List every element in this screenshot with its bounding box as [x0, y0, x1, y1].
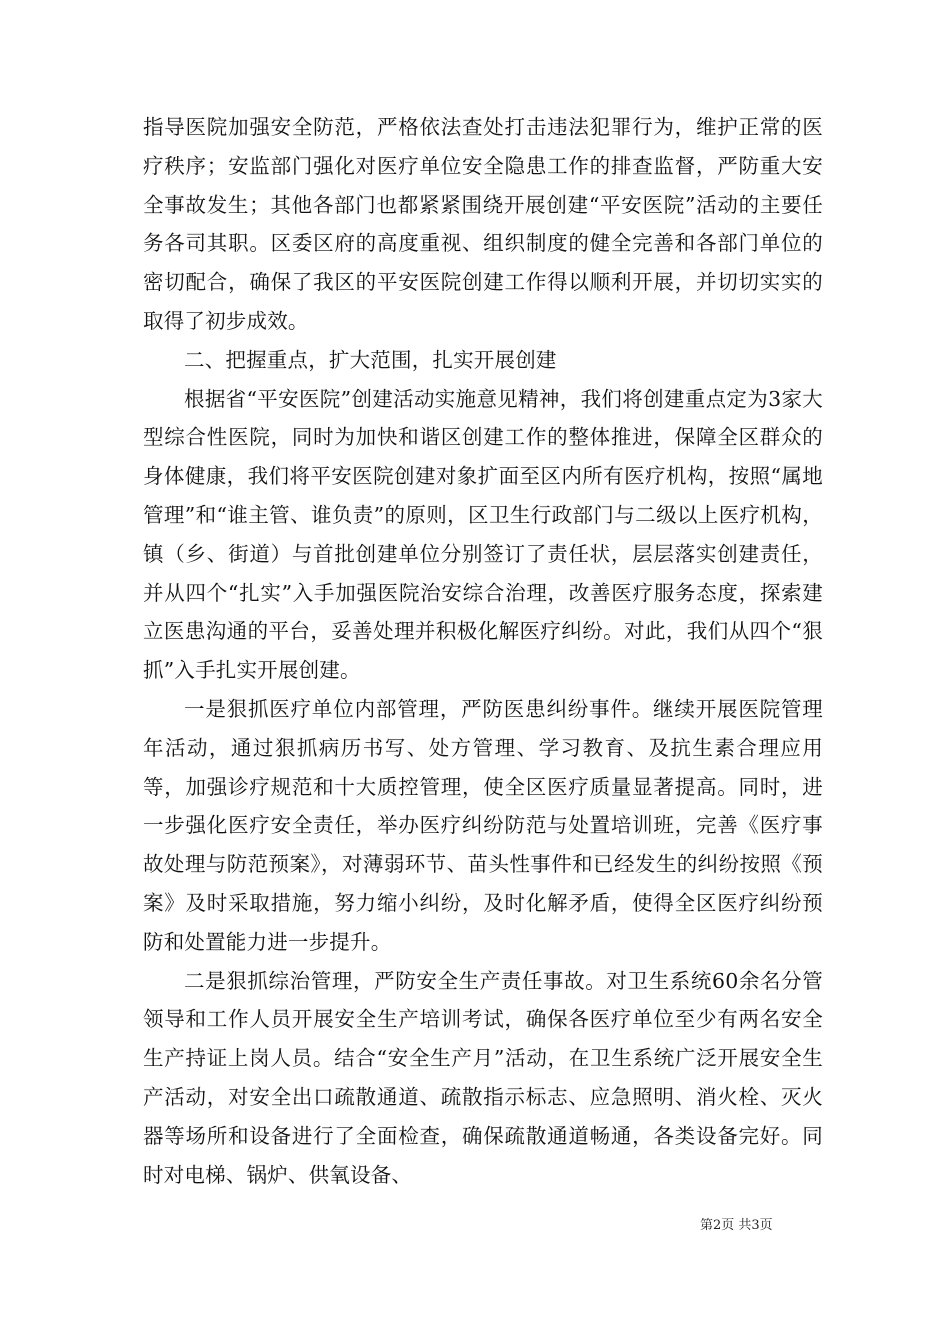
paragraph-continuation: 指导医院加强安全防范，严格依法查处打击违法犯罪行为，维护正常的医疗秩序；安监部门强化对医疗单位安全隐患工作的排查监督，严防重大安全事故发生；其他各部门也都紧紧围绕开展创建“平安医院”活动的主要任务各司其职。区委区府的高度重视、组织制度的健全完善和各部门单位的密切配合，确保了我区的平安医院创建工作得以顺利开展，并切切实实的取得了初步成效。 — [143, 115, 823, 333]
page-number: 第2页 共3页 — [700, 1218, 773, 1233]
paragraph-scope: 根据省“平安医院”创建活动实施意见精神，我们将创建重点定为3家大型综合性医院，同时为加快和谐区创建工作的整体推进，保障全区群众的身体健康，我们将平安医院创建对象扩面至区内所有医疗机构，按照“属地管理”和“谁主管、谁负责”的原则，区卫生行政部门与二级以上医疗机构，镇（乡、街道）与首批创建单位分别签订了责任状，层层落实创建责任，并从四个“扎实”入手加强医院治安综合治理，改善医疗服务态度，探索建立医患沟通的平台，妥善处理并积极化解医疗纠纷。对此，我们从四个“狠抓”入手扎实开展创建。 — [143, 386, 823, 683]
paragraph-internal-management: 一是狠抓医疗单位内部管理，严防医患纠纷事件。继续开展医院管理年活动，通过狠抓病历书写、处方管理、学习教育、及抗生素合理应用等，加强诊疗规范和十大质控管理，使全区医疗质量显著提高。同时，进一步强化医疗安全责任，举办医疗纠纷防范与处置培训班，完善《医疗事故处理与防范预案》，对薄弱环节、苗头性事件和已经发生的纠纷按照《预案》及时采取措施，努力缩小纠纷，及时化解矛盾，使得全区医疗纠纷预防和处置能力进一步提升。 — [143, 696, 823, 954]
section-heading: 二、把握重点，扩大范围，扎实开展创建 — [184, 347, 557, 372]
document-body — [143, 108, 823, 1194]
paragraph-safety-management: 二是狠抓综治管理，严防安全生产责任事故。对卫生系统60余名分管领导和工作人员开展安全生产培训考试，确保各医疗单位至少有两名安全生产持证上岗人员。结合“安全生产月”活动，在卫生系统广泛开展安全生产活动，对安全出口疏散通道、疏散指示标志、应急照明、消火栓、灭火器等场所和设备进行了全面检查，确保疏散通道畅通，各类设备完好。同时对电梯、锅炉、供氧设备、 — [143, 968, 823, 1187]
